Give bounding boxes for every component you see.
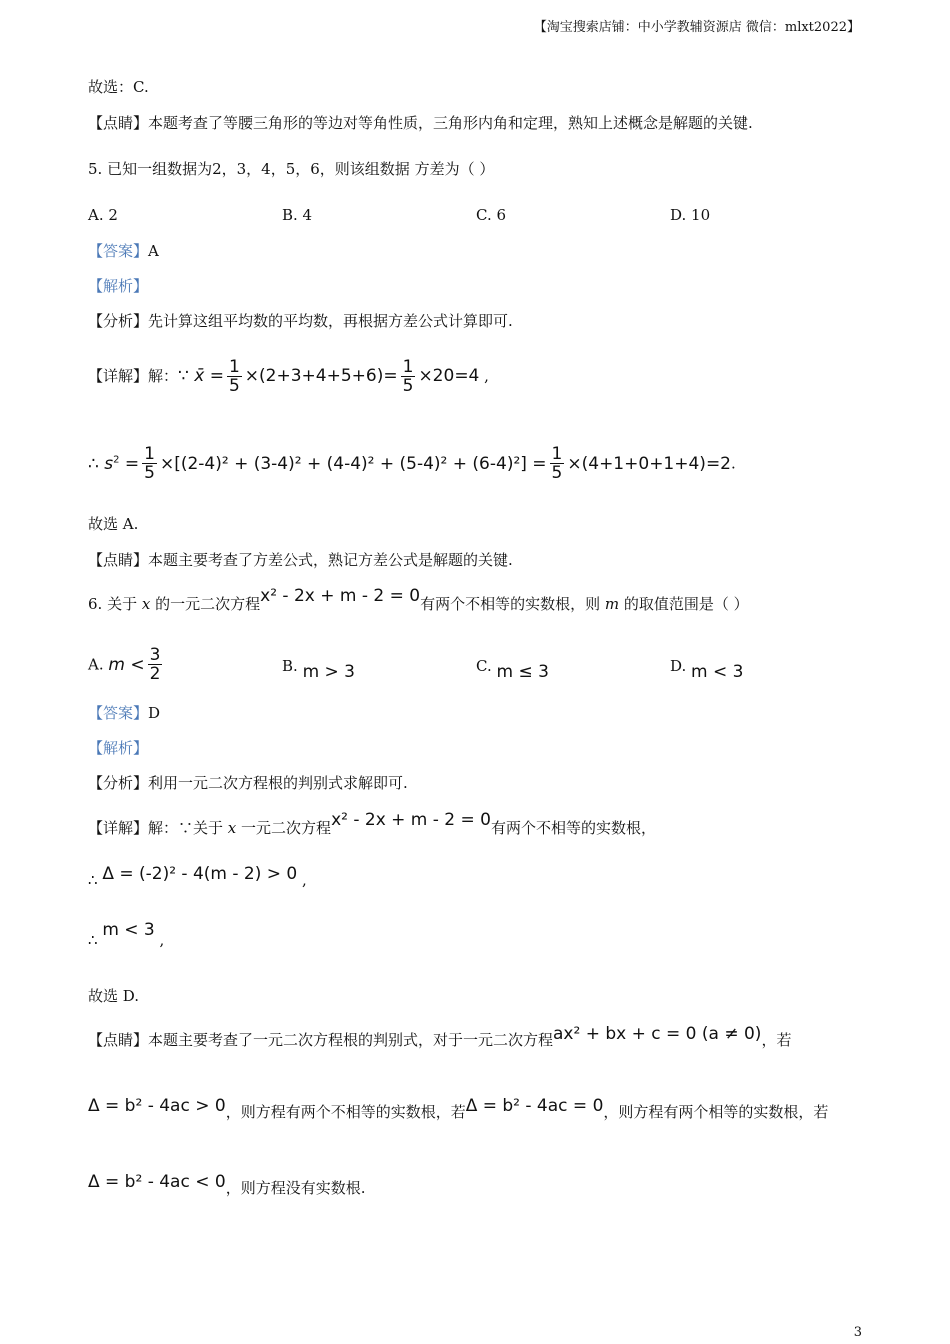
q5-answer: A [148,242,159,260]
prev-answer: 故选：C. [88,78,149,96]
q6-option-b: B. m > 3 [282,657,355,682]
page-header: 【淘宝搜索店铺：中小学教辅资源店 微信：mlxt2022】 [533,20,860,35]
prev-comment: 【点睛】本题考查了等腰三角形的等边对等角性质，三角形内角和定理，熟知上述概念是解题的关键. [88,114,753,132]
q6-answer: D [148,704,161,722]
q6-comment-line2: Δ = b² - 4ac > 0，则方程有两个不相等的实数根，若Δ = b² - 4ac = 0，则方程有两个相等的实数根，若 [88,1096,829,1121]
q5-analysis-tag: 【解析】 [88,277,149,295]
q6-comment-line3: Δ = b² - 4ac < 0，则方程没有实数根. [88,1172,366,1197]
q6-option-d: D. m < 3 [670,657,744,682]
q6-fenxi: 【分析】利用一元二次方程根的判别式求解即可. [88,774,408,792]
q6-option-a: A. m < $\frac{3}{2}$ [88,645,161,684]
q6-detail: 【详解】解：∵关于 x 一元二次方程x² - 2x + m - 2 = 0有两个不相等的实数根， [88,810,657,837]
q6-conclusion: 故选 D. [88,987,140,1005]
q6-answer-line [88,703,160,723]
q5-comment: 【点睛】本题主要考查了方差公式，熟记方差公式是解题的关键. [88,551,513,569]
q5-option-d: D. 10 [670,206,711,224]
page-number: 3 [853,1325,862,1340]
q5-conclusion: 故选 A. [88,515,139,533]
q5-detail-prefix: 【详解】解： [88,367,179,385]
q6-comment-line1: 【点睛】本题主要考查了一元二次方程根的判别式，对于一元二次方程ax² + bx + c = 0 (a ≠ 0)，若 [88,1024,792,1049]
q6-option-c: C. m ≤ 3 [476,657,549,682]
q6-result-line: ∴ m < 3 , [88,920,165,949]
q6-equation: x² - 2x + m - 2 = 0 [260,586,421,606]
q5-option-b: B. 4 [282,206,313,224]
q6-analysis-tag: 【解析】 [88,739,149,757]
q5-mean-formula: ∵ x̄ = $\frac{1}{5}$ ×(2+3+4+5+6)= $\frac{1}{5}$ ×20=4 [178,356,480,396]
answer-tag: 【答案】 [88,242,149,260]
q5-fenxi: 【分析】先计算这组平均数的平均数，再根据方差公式计算即可. [88,312,513,330]
q5-answer-line [88,241,159,261]
q5-variance-formula: ∴ $s^2$ = $\frac{1}{5}$ ×[(2-4)² + (3-4)² + (4-4)² + (5-4)² + (6-4)²] = $\frac{1}{5}$ ×(4+1+0+1+4)=2 [88,444,731,484]
q5-variance-line: ∴ $s^2$ = $\frac{1}{5}$ ×[(2-4)² + (3-4)² + (4-4)² + (5-4)² + (6-4)²] = $\frac{1}{5}$ ×(4+1+0+1+4)=2. [88,444,736,484]
q5-option-c: C. 6 [476,206,507,224]
q5-mean-line: 【详解】解：∵ x̄ = $\frac{1}{5}$ ×(2+3+4+5+6)= $\frac{1}{5}$ ×20=4 , [88,356,489,396]
answer-tag: 【答案】 [88,704,149,722]
q5-option-a: A. 2 [88,206,118,224]
q6-delta-line: ∴ Δ = (-2)² - 4(m - 2) > 0 , [88,864,307,889]
q6-stem: 6. 关于 x 的一元二次方程x² - 2x + m - 2 = 0有两个不相等的实数根，则 m 的取值范围是（ ） [88,586,749,613]
q5-stem: 5. 已知一组数据为2，3，4，5，6，则该组数据 方差为（ ） [88,160,495,178]
